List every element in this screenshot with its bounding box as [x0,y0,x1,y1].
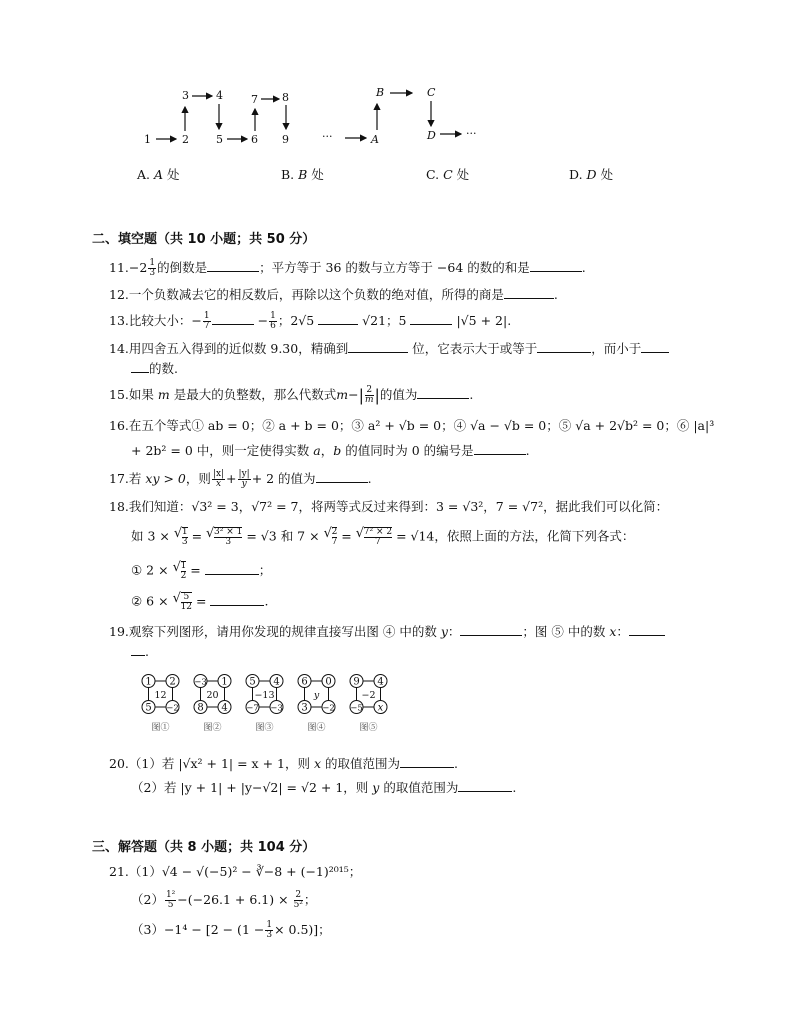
question-21-part3: （3）−1⁴ − [2 − (1 − $\frac{1}{3}$ × 0.5)]； [131,920,331,940]
question-18-part2: ② 6 × √ $\frac{5}{12}$ = . [131,592,268,612]
figure-node-value: 0 [325,676,332,688]
answer-blank[interactable] [212,312,254,325]
figure-node-value: x [377,702,384,714]
diagram-num-7: 7 [251,93,258,106]
figure-node-value: 4 [377,676,384,688]
diagram-num-8: 8 [282,91,289,104]
answer-blank[interactable] [458,779,512,792]
figure-center-value: y [313,690,320,701]
question-13: 13.比较大小：− $\frac{1}{7}$ − $\frac{1}{6}$ ；2√5 √21；5 |√5 + 2|. [109,311,512,331]
answer-blank[interactable] [641,340,669,353]
answer-blank[interactable] [417,386,469,399]
answer-blank[interactable] [537,340,591,353]
diagram-letter-d: D [427,129,436,142]
figure-node-value: 5 [249,676,256,688]
question-14: 14.用四舍五入得到的近似数 9.30，精确到 位，它表示大于或等于 ，而小于 [109,340,669,357]
diagram-num-2: 2 [182,133,189,146]
diagram-ellipsis-1: ··· [322,130,333,143]
answer-blank[interactable] [210,593,264,606]
answer-blank[interactable] [207,259,259,272]
option-a: A. A 处 [137,167,180,182]
question-17: 17.若 xy > 0，则 $\frac{|x|}{x}+$ $\frac{|y|}{y}+ 2$ 的值为 . [109,469,372,489]
diagram-num-9: 9 [282,133,289,146]
figure-node-value: −2 [166,703,179,714]
question-21-part2: （2） $\frac{\text{1²}}{5}$ −(−26.1 + 6.1) × $\frac{2}{\text{5²}}$ ； [131,890,317,910]
figure-node-value: 1 [221,676,228,688]
figure-label: 图① [151,723,170,733]
question-20-part2: （2）若 |y + 1| + |y−√2| = √2 + 1，则 y 的取值范围为 . [131,780,517,795]
answer-blank[interactable] [629,623,665,636]
diagram-letter-a: A [371,133,379,146]
figure-node-value: 9 [353,676,360,688]
diagram-letter-c: C [427,86,436,99]
question-21-part1: 21.（1）√4 − √(−5)² − ∛−8 + (−1)²⁰¹⁵； [109,864,362,879]
diagram-letter-b: B [376,86,385,99]
question-19-cont: . [131,643,149,660]
figure-label: 图② [203,723,222,733]
answer-blank[interactable] [400,755,454,768]
question-15: 15.如果 m 是最大的负整数，那么代数式m−| $\frac{2}{m}|$的值为 . [109,385,474,405]
diagram-num-1: 1 [144,133,151,146]
question-16-cont: + 2b² = 0 中，则一定使得实数 a，b 的值同时为 0 的编号是 . [131,443,530,458]
figure-node-value: 3 [301,702,308,714]
answer-blank[interactable] [348,340,408,353]
diagram-num-3: 3 [182,89,189,102]
diagram-num-6: 6 [251,133,258,146]
arrow-pattern-diagram [140,82,500,150]
question-18-part1: ① 2 × √ $\frac{1}{2}$ = ； [131,561,271,581]
figure-label: 图④ [307,723,326,733]
figure-node-value: 2 [169,676,176,688]
diagram-ellipsis-2: ··· [466,127,477,140]
question-18: 18.我们知道：√3² = 3，√7² = 7，将两等式反过来得到：3 = √3²，7 = √7²，据此我们可以化简： [109,499,669,514]
section-heading-solve: 三、解答题（共 8 小题；共 104 分） [92,840,316,855]
figure-node-value: −5 [350,703,363,714]
answer-blank[interactable] [504,286,554,299]
figure-center-value: 20 [206,690,219,701]
option-b: B. B 处 [281,167,324,182]
answer-blank[interactable] [316,470,368,483]
figure-label: 图③ [255,723,274,733]
question-14-cont: 的数. [131,360,178,377]
diagram-num-4: 4 [216,89,223,102]
figure-node-value: 4 [273,676,280,688]
answer-blank[interactable] [474,442,526,455]
answer-blank[interactable] [131,360,149,373]
pattern-figures [138,672,398,736]
figure-label: 图⑤ [359,723,378,733]
question-11: 11.−2 $\frac{1}{3}$ 的倒数是 ；平方等于 36 的数与立方等于 −64 的数的和是 . [109,258,586,278]
figure-node-value: 5 [145,702,152,714]
answer-blank[interactable] [205,562,259,575]
diagram-num-5: 5 [216,133,223,146]
question-20-part1: 20.（1）若 |√x² + 1| = x + 1，则 x 的取值范围为 . [109,756,459,771]
answer-blank[interactable] [460,623,522,636]
figure-node-value: −3 [194,677,207,688]
figure-center-value: −13 [254,690,275,701]
figure-node-value: 4 [221,702,228,714]
figure-center-value: −2 [361,690,376,701]
question-18-line2: 如 3 × √ $\frac{1}{3}$ = √ $\frac{\text{3² × 1}}{3}$ = √3 和 7 × √ $\frac{2}{7}$ = √ $\frac{\text{7² × 2}}{7}$ = √14，依照上面的方法，化简下列各式： [131,527,634,547]
section-heading-fill-in: 二、填空题（共 10 小题；共 50 分） [92,232,316,247]
option-d: D. D 处 [569,167,614,182]
figure-node-value: −3 [270,703,283,714]
figure-node-value: −7 [246,703,259,714]
figure-node-value: 1 [145,676,152,688]
question-12: 12.一个负数减去它的相反数后，再除以这个负数的绝对值，所得的商是 . [109,287,558,302]
answer-blank[interactable] [530,259,582,272]
figure-center-value: 12 [154,690,167,701]
figure-node-value: 8 [197,702,204,714]
figure-node-value: 6 [301,676,308,688]
answer-blank[interactable] [131,643,145,656]
figure-node-value: −2 [322,703,335,714]
answer-blank[interactable] [318,312,358,325]
question-19: 19.观察下列图形，请用你发现的规律直接写出图 ④ 中的数 y： ；图 ⑤ 中的数 x： [109,623,665,640]
option-c: C. C 处 [426,167,470,182]
question-16: 16.在五个等式① ab = 0；② a + b = 0；③ a² + √b = 0；④ √a − √b = 0；⑤ √a + 2√b² = 0；⑥ |a|³ [109,418,715,433]
answer-blank[interactable] [410,312,452,325]
